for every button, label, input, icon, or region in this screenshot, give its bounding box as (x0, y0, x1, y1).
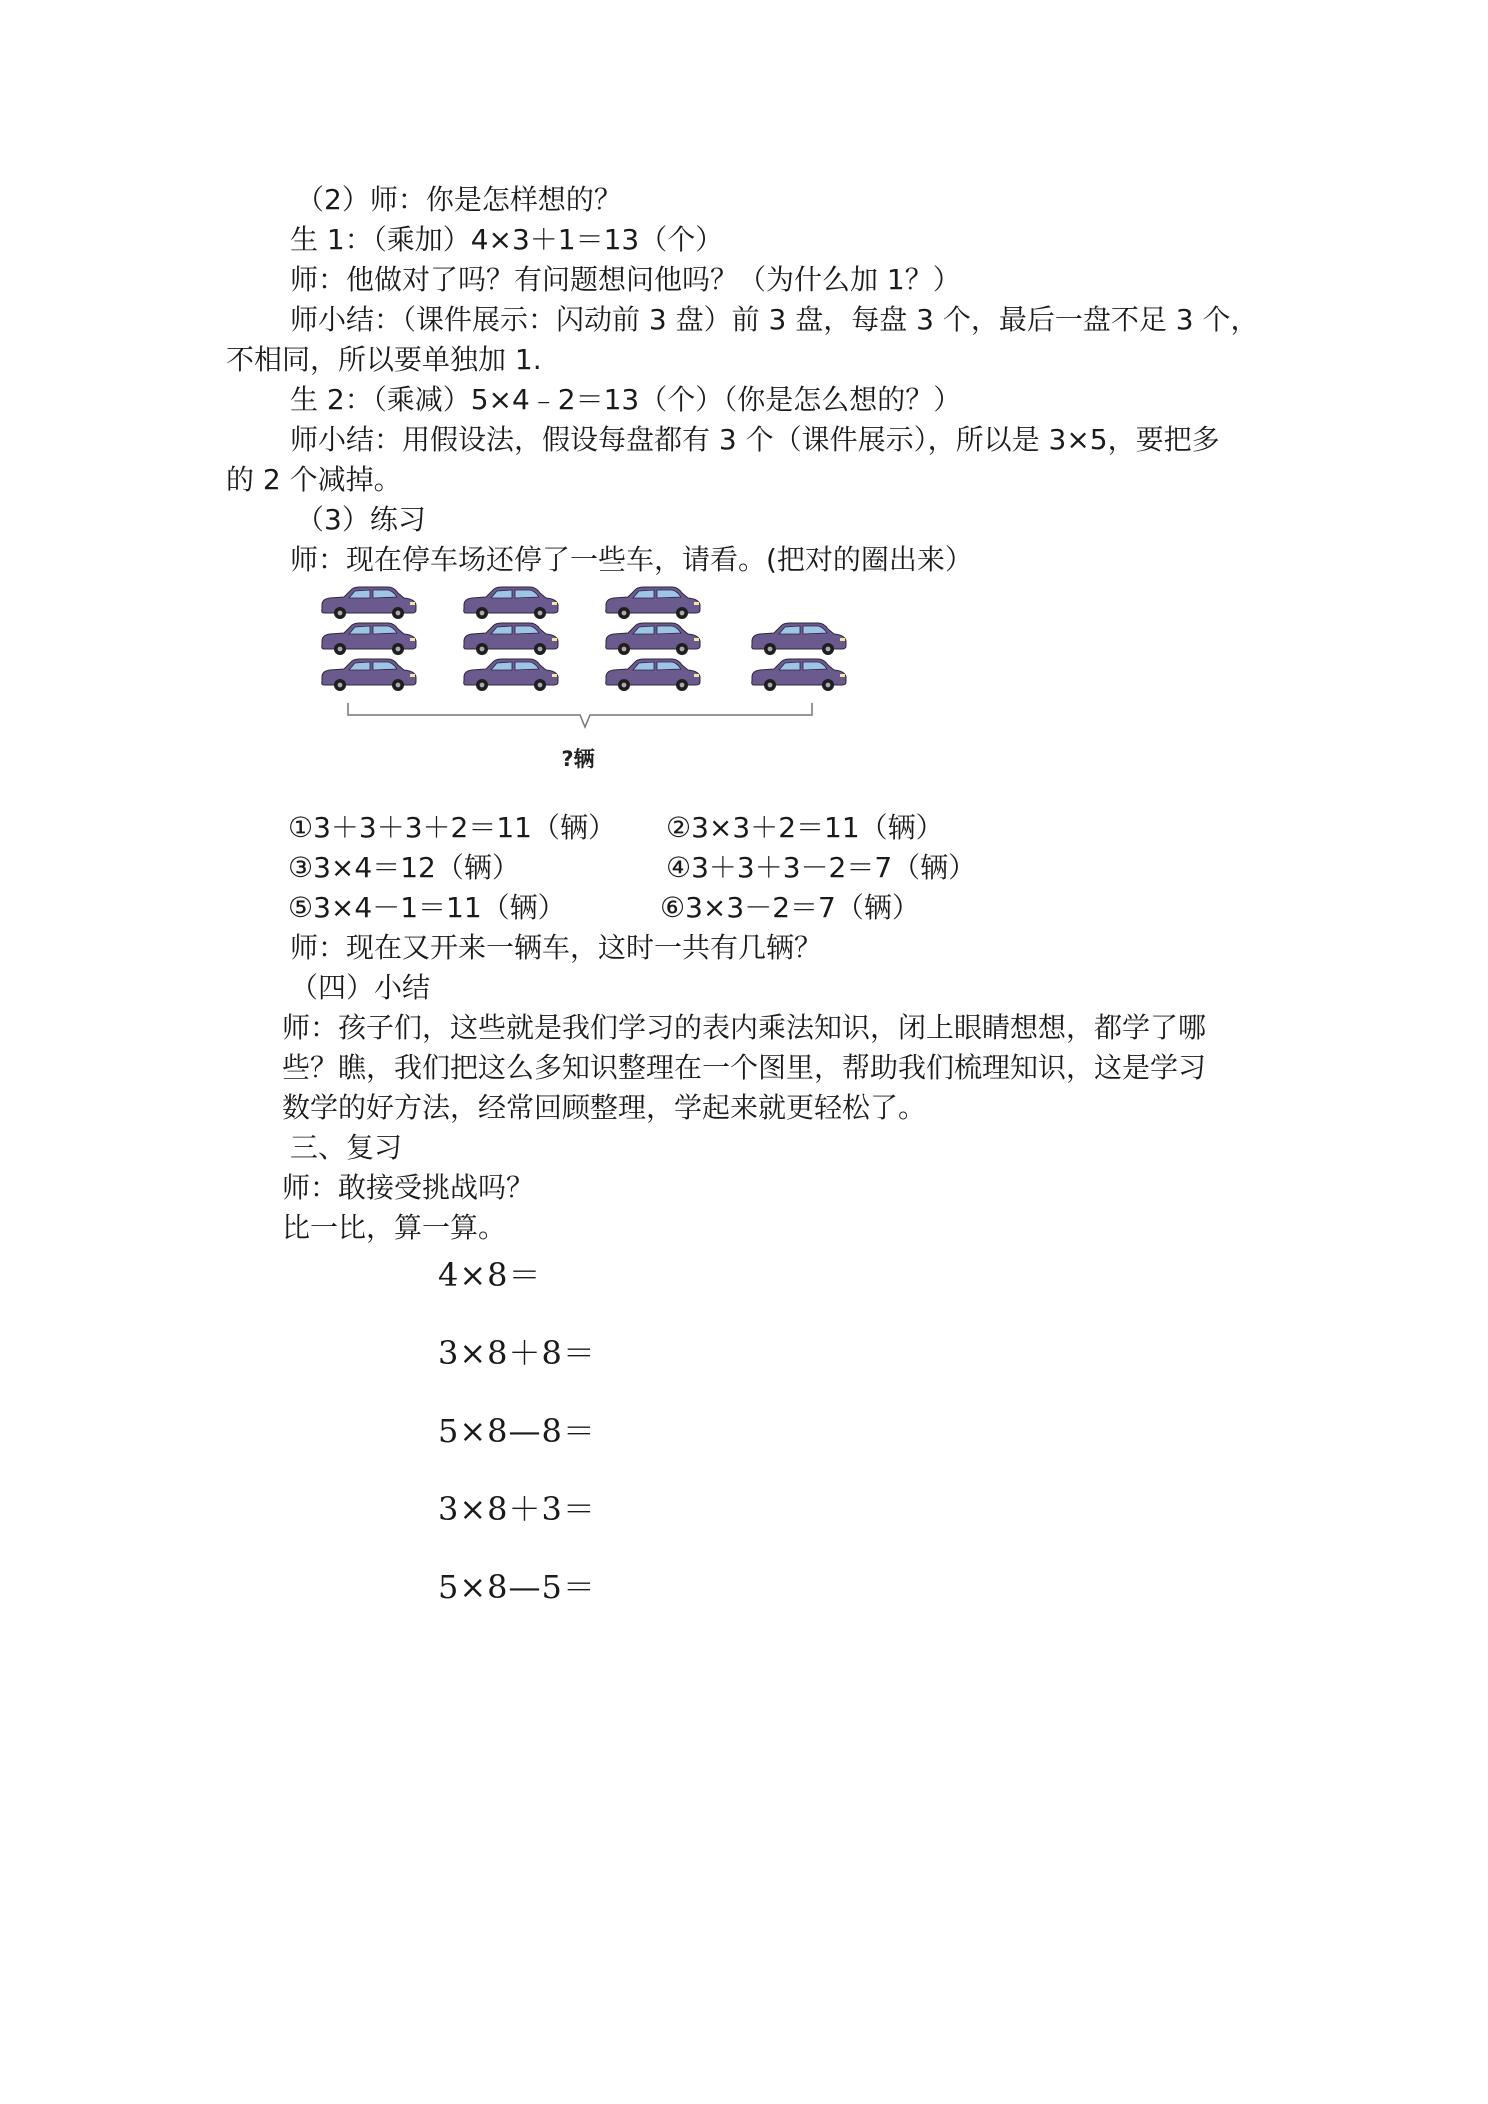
paragraph-line: 师：他做对了吗？有问题想问他吗？（为什么加 1？） (290, 263, 961, 296)
car-icon (322, 623, 416, 655)
paragraph-line: 些？瞧，我们把这么多知识整理在一个图里，帮助我们梳理知识，这是学习 (282, 1051, 1207, 1084)
paragraph-line: 的 2 个减掉。 (226, 463, 402, 496)
car-icon (464, 659, 558, 691)
paragraph-line: 师：敢接受挑战吗？ (282, 1171, 535, 1204)
total-brace (348, 703, 812, 727)
section-heading: 三、复习 (290, 1131, 403, 1164)
car-icon (464, 587, 558, 619)
exercise-5: 5×8—5＝ (438, 1568, 596, 1606)
exercise-1: 4×8＝ (438, 1256, 542, 1294)
car-icon (752, 623, 846, 655)
car-icon (464, 623, 558, 655)
car-icon (606, 623, 700, 655)
paragraph-line: 生 1：（乘加）4×3＋1＝13（个） (290, 223, 724, 256)
total-label: ?辆 (561, 747, 595, 771)
option-1: ①3＋3＋3＋2＝11（辆） (288, 811, 616, 844)
section-heading: （3）练习 (296, 503, 426, 536)
paragraph-line: 师：现在停车场还停了一些车，请看。(把对的圈出来） (290, 543, 973, 576)
option-4: ④3＋3＋3－2＝7（辆） (666, 851, 977, 884)
paragraph-line: 不相同，所以要单独加 1. (226, 343, 542, 376)
section-heading: （四）小结 (290, 971, 431, 1004)
car-icon (322, 587, 416, 619)
exercise-3: 5×8—8＝ (438, 1412, 596, 1450)
car-icon (606, 587, 700, 619)
option-3: ③3×4＝12（辆） (288, 851, 520, 884)
parking-cars-figure (310, 585, 870, 795)
paragraph-line: （2）师：你是怎样想的？ (296, 183, 622, 216)
car-icon (322, 659, 416, 691)
option-5: ⑤3×4－1＝11（辆） (288, 891, 566, 924)
paragraph-line: 比一比，算一算。 (282, 1211, 507, 1244)
paragraph-line: 师：现在又开来一辆车，这时一共有几辆？ (290, 931, 823, 964)
option-2: ②3×3＋2＝11（辆） (666, 811, 944, 844)
paragraph-line: 师：孩子们，这些就是我们学习的表内乘法知识，闭上眼睛想想，都学了哪 (282, 1011, 1207, 1044)
car-icon (752, 659, 846, 691)
paragraph-line: 师小结：（课件展示：闪动前 3 盘）前 3 盘，每盘 3 个，最后一盘不足 3 个， (290, 303, 1259, 336)
paragraph-line: 生 2：（乘减）5×4﹣2＝13（个）（你是怎么想的？） (290, 383, 962, 416)
paragraph-line: 师小结：用假设法，假设每盘都有 3 个（课件展示），所以是 3×5，要把多 (290, 423, 1220, 456)
exercise-2: 3×8＋8＝ (438, 1334, 596, 1372)
exercise-4: 3×8＋3＝ (438, 1490, 596, 1528)
option-6: ⑥3×3－2＝7（辆） (660, 891, 920, 924)
paragraph-line: 数学的好方法，经常回顾整理，学起来就更轻松了。 (282, 1091, 927, 1124)
car-icon (606, 659, 700, 691)
